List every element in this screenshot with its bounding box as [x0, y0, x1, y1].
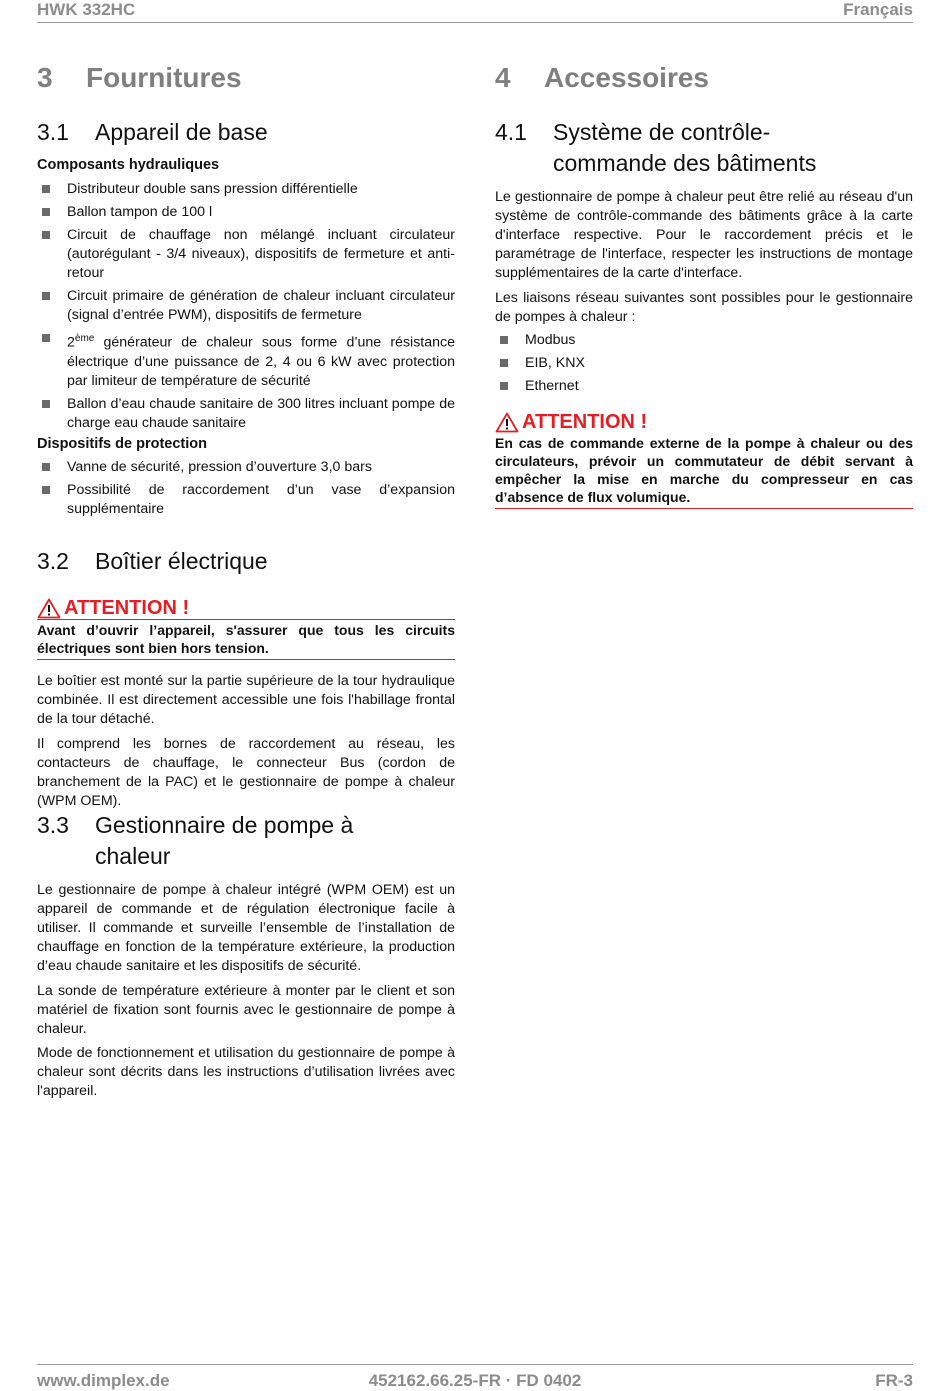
paragraph: Le boîtier est monté sur la partie supérieure de la tour hydraulique combinée. Il est directement accessible une fois l'habillage frontal de la tour détaché.: [37, 673, 455, 727]
warning-text: Avant d’ouvrir l’appareil, s'assurer que tous les circuits électriques sont bien hors tension.: [37, 620, 455, 660]
list-item: Vanne de sécurité, pression d’ouverture 3,0 bars: [37, 458, 455, 477]
section-3-heading: [37, 62, 242, 94]
section-number: 4: [495, 62, 511, 93]
list-item: Ballon tampon de 100 l: [37, 203, 455, 222]
header-model: HWK 332HC: [37, 0, 136, 19]
warning-title: ATTENTION !: [64, 596, 190, 619]
list-item: 2ème générateur de chaleur sous forme d’une résistance électrique d’une puissance de 2, 4 ou 6 kW avec protection par limiteur de température de sécurité: [37, 329, 455, 391]
warning-triangle-icon: [37, 598, 61, 619]
section-title: Système de contrôle- commande des bâtiments: [553, 119, 817, 176]
warning-title-row: [37, 597, 455, 620]
paragraph: Les liaisons réseau suivantes sont possibles pour le gestionnaire de pompes à chaleur :: [495, 290, 913, 325]
header-language: Français: [843, 0, 913, 19]
network-list: [495, 331, 913, 400]
list-item: Distributeur double sans pression différentielle: [37, 180, 455, 199]
list-item: Ethernet: [495, 377, 913, 396]
footer-page-number: FR-3: [875, 1371, 913, 1390]
section-number: 3.2: [37, 548, 69, 574]
section-title: Boîtier électrique: [95, 548, 268, 574]
paragraph: Le gestionnaire de pompe à chaleur peut être relié au réseau d'un système de contrôle-commande des bâtiments grâce à la carte d'interface respective. Pour le raccordement précis et le paramétrage de l'interface, respecter les instructions de montage supplémentaires de la carte d'interface.: [495, 189, 913, 281]
section-title: Accessoires: [544, 62, 710, 93]
section-number: 3.3: [37, 812, 69, 838]
section-title: Fournitures: [86, 62, 242, 93]
page-header: [37, 0, 913, 23]
section-number: 3.1: [37, 119, 69, 145]
section-3-1-heading: [37, 117, 268, 148]
footer-website: www.dimplex.de: [37, 1371, 170, 1390]
subheading-hydraulic: Composants hydrauliques: [37, 157, 220, 173]
section-4-1-heading: [495, 117, 816, 179]
list-item: Modbus: [495, 331, 913, 350]
section-4-heading: [495, 62, 709, 94]
section-title: Appareil de base: [95, 119, 268, 145]
page-footer: [37, 1364, 913, 1390]
section-title: Gestionnaire de pompe à chaleur: [95, 812, 354, 869]
footer-doc-number: 452162.66.25-FR · FD 0402: [368, 1371, 582, 1390]
section-number: 4.1: [495, 119, 527, 145]
section-number: 3: [37, 62, 53, 93]
section-3-2-heading: [37, 546, 268, 577]
list-item: EIB, KNX: [495, 354, 913, 373]
paragraph: La sonde de température extérieure à monter par le client et son matériel de fixation sont fournis avec le gestionnaire de pompe à chaleur.: [37, 983, 455, 1037]
warning-triangle-icon: [495, 412, 519, 433]
list-item: Possibilité de raccordement d’un vase d’expansion supplémentaire: [37, 481, 455, 519]
list-item: Ballon d’eau chaude sanitaire de 300 litres incluant pompe de charge eau chaude sanitaire: [37, 395, 455, 433]
warning-box: [37, 597, 455, 660]
list-item: Circuit primaire de génération de chaleur incluant circulateur (signal d’entrée PWM), dispositifs de fermeture: [37, 287, 455, 325]
warning-box: [495, 411, 913, 509]
paragraph: Mode de fonctionnement et utilisation du gestionnaire de pompe à chaleur sont décrits dans les instructions d’utilisation livrées avec l'appareil.: [37, 1045, 455, 1099]
warning-title-row: [495, 411, 913, 433]
section-3-3-heading: [37, 810, 353, 872]
list-item: Circuit de chauffage non mélangé incluant circulateur (autorégulant - 3/4 niveaux), dispositifs de fermeture et anti-retour: [37, 226, 455, 283]
hydraulic-components-list: [37, 180, 455, 437]
subheading-protection: Dispositifs de protection: [37, 436, 207, 452]
warning-title: ATTENTION !: [522, 410, 648, 433]
paragraph: Il comprend les bornes de raccordement au réseau, les contacteurs de chauffage, le connecteur Bus (cordon de branchement de la PAC) et le gestionnaire de pompe à chaleur (WPM OEM).: [37, 736, 455, 809]
warning-text: En cas de commande externe de la pompe à chaleur ou des circulateurs, prévoir un commutateur de débit servant à empêcher la mise en marche du compresseur en cas d’absence de flux volumique.: [495, 433, 913, 509]
paragraph: Le gestionnaire de pompe à chaleur intégré (WPM OEM) est un appareil de commande et de régulation électronique facile à utiliser. Il commande et surveille l’ensemble de l’installation de chauffage en fonction de la température extérieure, la production d’eau chaude sanitaire et les dispositifs de sécurité.: [37, 882, 455, 974]
protection-list: [37, 458, 455, 523]
